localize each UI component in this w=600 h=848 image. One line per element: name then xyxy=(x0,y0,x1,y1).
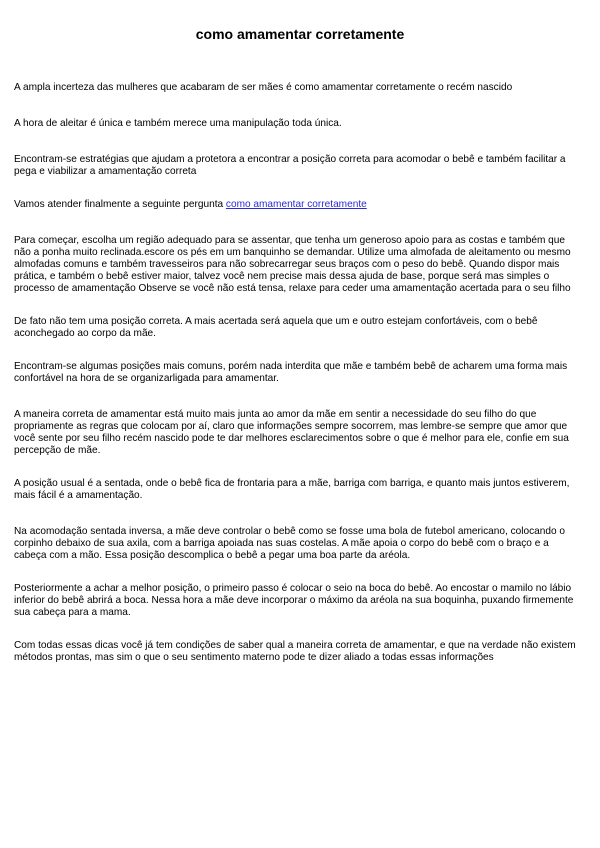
paragraph-seated-position: A posição usual é a sentada, onde o bebê fica de frontaria para a mãe, barriga com barriga, e quanto mais juntos estiverem, mais fácil é a amamentação. xyxy=(14,478,570,501)
paragraph-inverse-position: Na acomodação sentada inversa, a mãe deve controlar o bebê como se fosse uma bola de futebol americano, colocando o corpinho debaixo de sua axila, com a barriga apoiada nas suas costelas. A mãe apoia o corpo do bebê com o braço e a cabeça com a mão. Essa posição descomplica o bebê a pegar uma boa parte da aréola. xyxy=(14,526,566,561)
page-title: como amamentar corretamente xyxy=(195,26,405,42)
paragraph-question xyxy=(14,199,580,211)
paragraph-no-correct-position: De fato não tem uma posição correta. A mais acertada será aquela que um e outro estejam confortáveis, com o bebê aconchegado ao corpo da mãe. xyxy=(14,316,538,339)
question-text: Vamos atender finalmente a seguinte pergunta xyxy=(14,199,226,210)
paragraph-common-positions: Encontram-se algumas posições mais comuns, porém nada interdita que mãe e também bebê de acharem uma forma mais confortável na hora de se organizarligada para amamentar. xyxy=(14,361,568,384)
article-link[interactable]: como amamentar corretamente xyxy=(225,199,367,210)
document-body xyxy=(14,82,580,685)
paragraph-breastfeeding-moment: A hora de aleitar é única e também merece uma manipulação toda única. xyxy=(14,118,342,129)
paragraph-latch: Posteriormente a achar a melhor posição, o primeiro passo é colocar o seio na boca do bebê. Ao encostar o mamilo no lábio inferior do bebê abrirá a boca. Nessa hora a mãe deve incorporar o máximo da aréola na sua boquinha, puxando firmemente sua cabeça para a mama. xyxy=(14,583,574,618)
paragraph-seating: Para começar, escolha um região adequado para se assentar, que tenha um generoso apoio para as costas e também que não a ponha muito reclinada.escore os pés em um banquinho se demandar. Utilize uma almofada de aleitamento ou mesmo almofadas comuns e também travesseiros para não sobrecarregar seus braços com o peso do bebê. Quando dispor mais prática, e também o bebê estiver maior, talvez você nem precise mais dessa ajuda de base, porque será mas simples o processo de amamentação Observe se você não está tensa, relaxe para ceder uma amamentação acertada para o seu filho xyxy=(14,235,571,294)
paragraph-strategies: Encontram-se estratégias que ajudam a protetora a encontrar a posição correta para acomodar o bebê e também facilitar a pega e viabilizar a amamentação correta xyxy=(14,154,566,177)
paragraph-intro: A ampla incerteza das mulheres que acabaram de ser mães é como amamentar corretamente o recém nascido xyxy=(14,82,513,93)
paragraph-mother-love: A maneira correta de amamentar está muito mais junta ao amor da mãe em sentir a necessidade do seu filho do que propriamente as regras que colocam por aí, claro que informações sempre socorrem, mas lembre-se sempre que amor que você sente por seu filho recém nascido pode te dar melhores esclarecimentos sobre o que é melhor para ele, confie em sua percepção de mãe. xyxy=(14,409,569,456)
paragraph-conclusion: Com todas essas dicas você já tem condições de saber qual a maneira correta de amamentar, e que na verdade não existem métodos prontas, mas sim o que o seu sentimento materno pode te dizer aliado a todas essas informações xyxy=(14,640,576,663)
